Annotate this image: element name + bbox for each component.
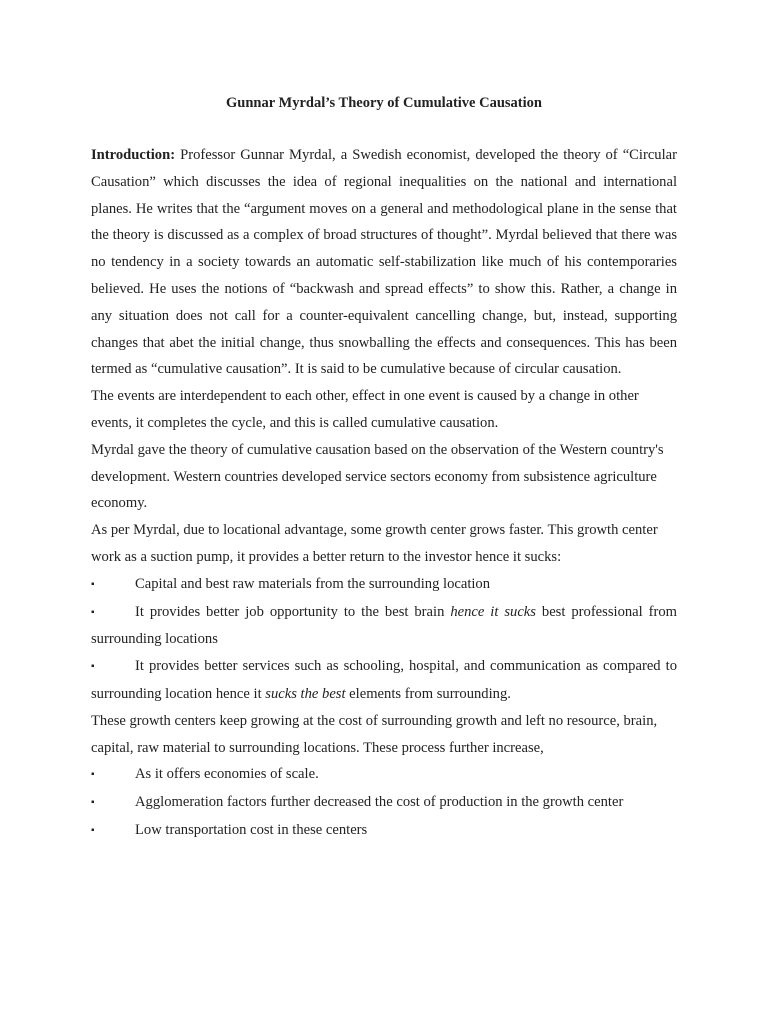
events-paragraph: The events are interdependent to each other, effect in one event is caused by a change in other events, it completes the cycle, and this is called cumulative causation. [91,388,639,431]
bullet-marker: ▪ [91,578,95,590]
growth-paragraph: As per Myrdal, due to locational advantage, some growth center grows faster. This growth center work as a suction pump, it provides a better return to the investor hence it sucks: [91,522,658,565]
bullet-text: elements from surrounding. [345,685,511,702]
bullet-item [91,571,677,599]
bullet-italic-text: hence it sucks [450,603,536,620]
bullet-marker: ▪ [91,797,95,809]
western-paragraph: Myrdal gave the theory of cumulative causation based on the observation of the Western country's development. Western countries developed service sectors economy from subsistence agriculture economy. [91,441,664,512]
bullet-text: It provides better services such as schooling, hospital, and communication as compared to surrounding location hence it [91,658,677,702]
bullet-marker: ▪ [91,769,95,781]
bullet-item [91,817,677,845]
document-title: Gunnar Myrdal’s Theory of Cumulative Causation [226,95,542,111]
bullet-text: As it offers economies of scale. [135,766,319,783]
bullet-text: It provides better job opportunity to the best brain [135,603,451,620]
bullet-marker: ▪ [91,824,95,836]
bullet-marker: ▪ [91,661,95,673]
bullet-item [91,653,677,708]
bullet-text: Capital and best raw materials from the surrounding location [135,575,491,592]
bullet-item [91,789,677,817]
bullet-italic-text: sucks the best [265,685,346,702]
document-body [91,142,677,845]
bullet-text: Agglomeration factors further decreased the cost of production in the growth center [135,794,624,811]
bullet-item [91,761,677,789]
intro-text: Professor Gunnar Myrdal, a Swedish economist, developed the theory of “Circular Causation” which discusses the idea of regional inequalities on the national and international planes. He writes that the “argument moves on a general and methodological plane in the sense that the theory is discussed as a complex of broad structures of thought”. Myrdal believed that there was no tendency in a society towards an automatic self-stabilization like much of his contemporaries believed. He uses the notions of “backwash and spread effects” to show this. Rather, a change in any situation does not call for a counter-equivalent cancelling change, but, instead, supporting changes that abet the initial change, thus snowballing the effects and consequences. This has been termed as “cumulative causation”. It is said to be cumulative because of circular causation. [91,147,677,378]
bullet-marker: ▪ [91,606,95,618]
centers-paragraph: These growth centers keep growing at the cost of surrounding growth and left no resource, brain, capital, raw material to surrounding locations. These process further increase, [91,712,658,756]
intro-label: Introduction: [91,147,176,163]
bullet-text: best professional from surrounding locations [91,603,678,648]
bullet-item [91,599,677,654]
intro-paragraph [91,142,677,383]
bullet-text: Low transportation cost in these centers [135,821,368,838]
